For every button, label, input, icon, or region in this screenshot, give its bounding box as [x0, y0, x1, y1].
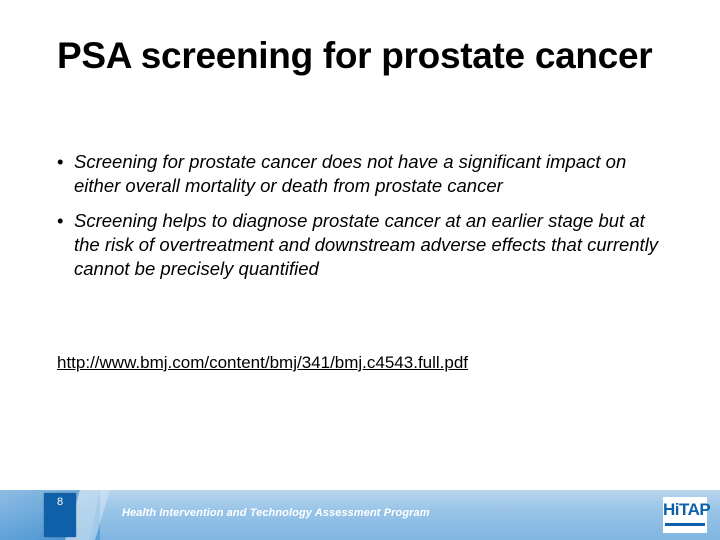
bullet-item — [57, 150, 667, 198]
bullet-list — [57, 150, 667, 292]
bullet-item — [57, 209, 667, 281]
page-number-box — [44, 493, 76, 537]
page-number: 8 — [56, 496, 64, 508]
hitap-logo — [663, 497, 711, 533]
bullet-marker: • — [57, 210, 64, 231]
slide-title: PSA screening for prostate cancer — [57, 35, 653, 76]
bullet-marker: • — [57, 151, 64, 172]
program-name: Health Intervention and Technology Assessment Program — [122, 507, 430, 519]
bullet-text: Screening for prostate cancer does not have a significant impact on either overall mortality or death from prostate cancer — [74, 151, 627, 196]
bullet-text: Screening helps to diagnose prostate cancer at an earlier stage but at the risk of overtreatment and downstream adverse effects that currently cannot be precisely quantified — [74, 210, 659, 279]
reference-link[interactable]: http://www.bmj.com/content/bmj/341/bmj.c4543.full.pdf — [57, 353, 469, 372]
logo-text: HiTAP — [663, 500, 711, 519]
logo-underline — [665, 523, 705, 526]
